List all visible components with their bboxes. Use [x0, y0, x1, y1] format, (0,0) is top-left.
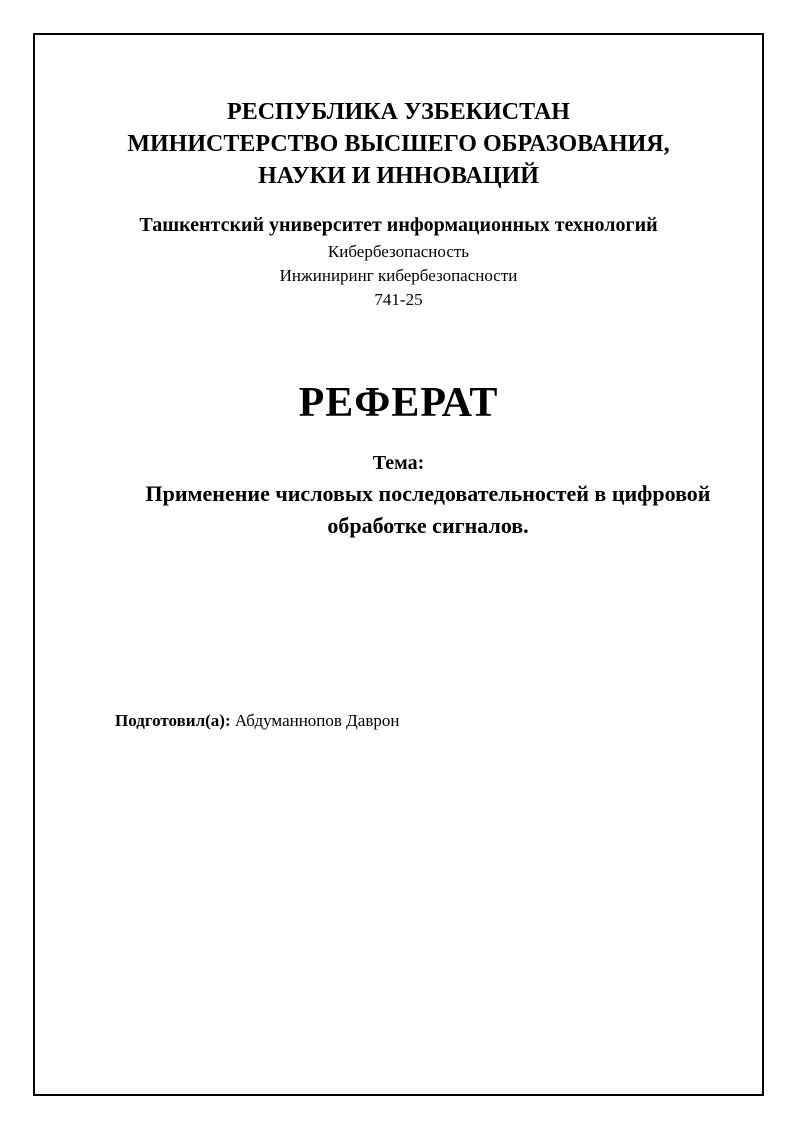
- faculty-name: Кибербезопасность: [327, 242, 470, 261]
- specialty-name: Инжиниринг кибербезопасности: [279, 266, 518, 285]
- author-line: [115, 708, 399, 734]
- author-label: Подготовил(а):: [115, 711, 231, 730]
- document-title: РЕФЕРАТ: [298, 380, 499, 426]
- university-name: Ташкентский университет информационных технологий: [139, 214, 658, 236]
- group-number: 741-25: [374, 290, 423, 309]
- country-ministry-header: [33, 96, 764, 192]
- page-border: [33, 33, 764, 1096]
- topic-label: Тема:: [372, 452, 425, 474]
- ministry-name: МИНИСТЕРСТВО ВЫСШЕГО ОБРАЗОВАНИЯ,: [127, 131, 670, 157]
- country-name: РЕСПУБЛИКА УЗБЕКИСТАН: [227, 99, 570, 125]
- ministry-name-continued: НАУКИ И ИННОВАЦИЙ: [258, 163, 539, 189]
- topic-text: Применение числовых последовательностей в цифровой обработке сигналов.: [145, 481, 711, 538]
- author-name: Абдуманнопов Даврон: [230, 711, 400, 730]
